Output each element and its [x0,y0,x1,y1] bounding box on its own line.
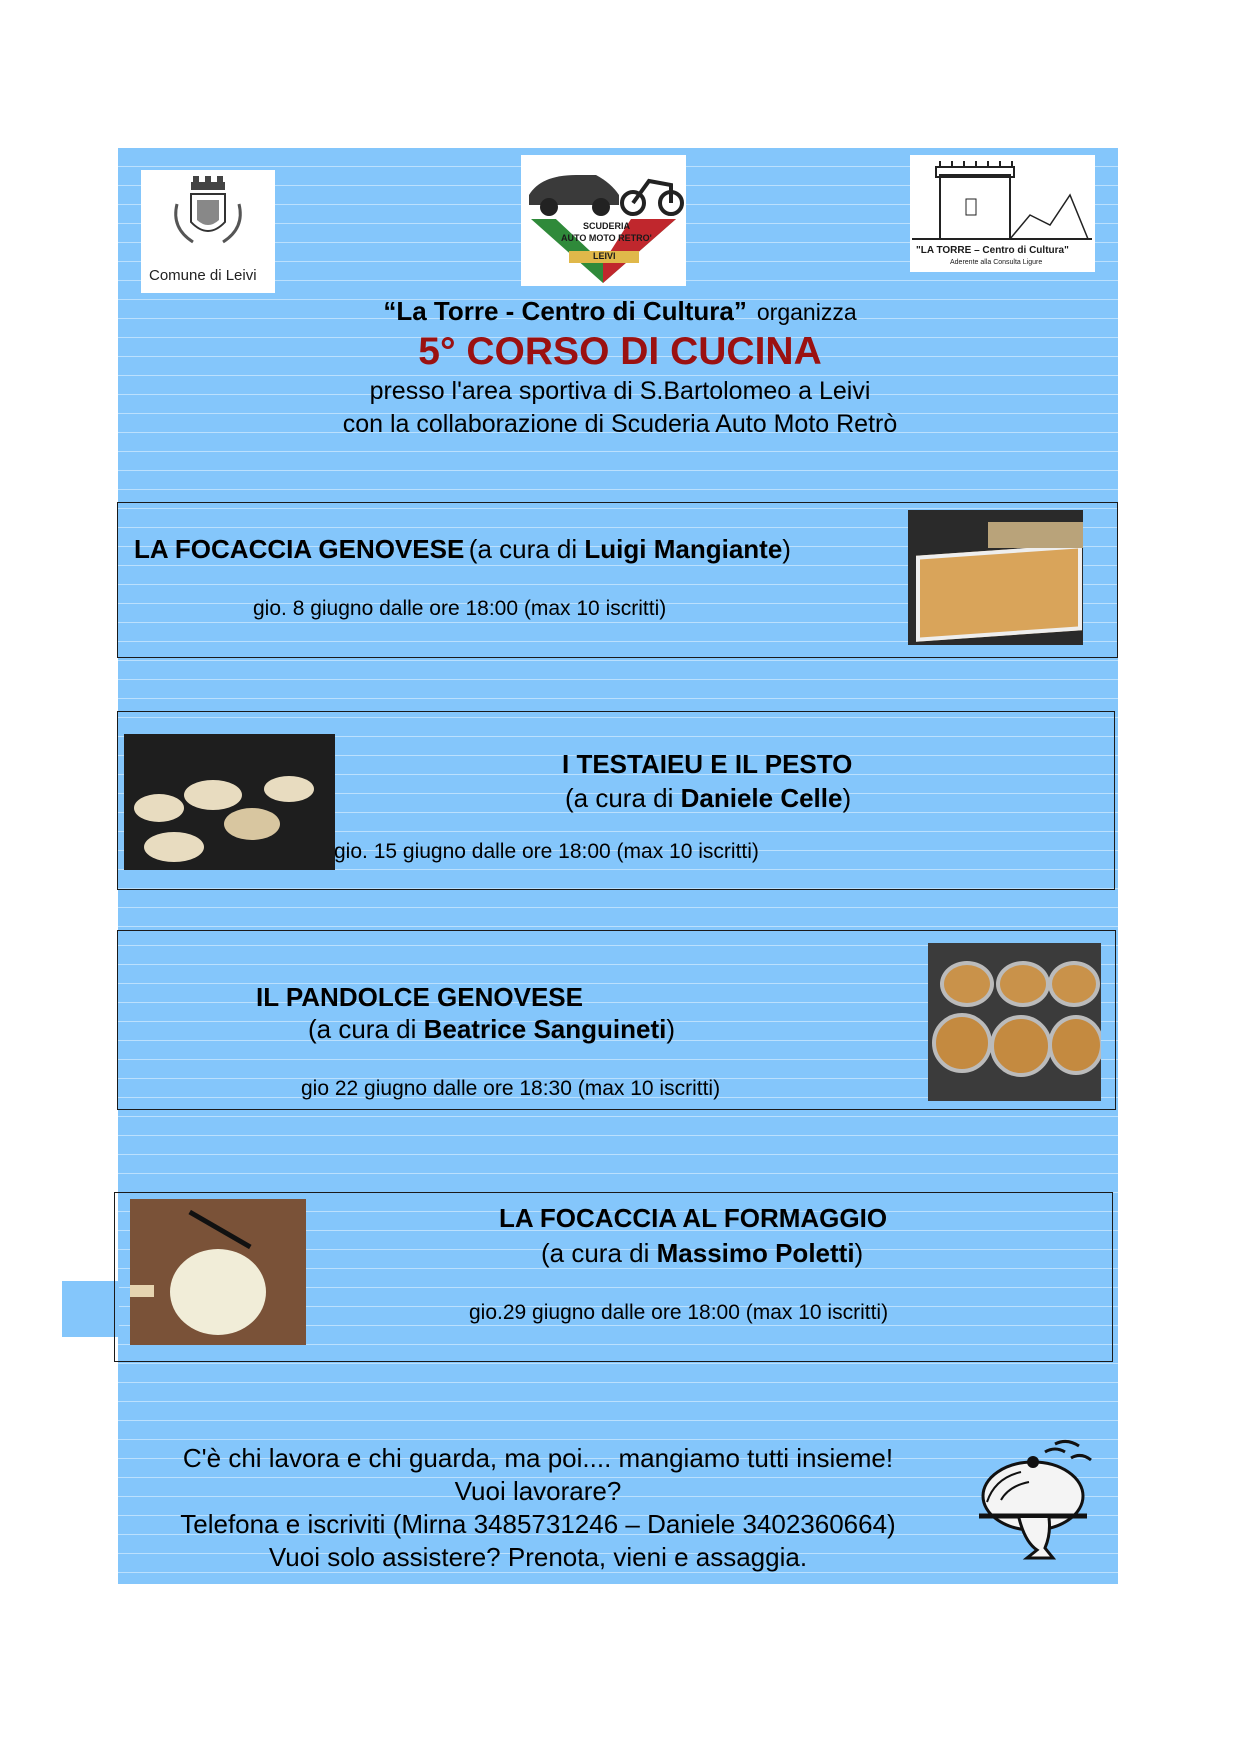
course-1-title: LA FOCACCIA GENOVESE [134,534,465,564]
course-2-curator-line: (a cura di Daniele Celle) [565,783,852,813]
course-3-title: IL PANDOLCE GENOVESE [256,982,583,1012]
course-1-curator: Luigi Mangiante [584,534,783,564]
footer-line-2: Vuoi lavorare? [454,1476,622,1506]
course-2-date: gio. 15 giugno dalle ore 18:00 (max 10 iscritti) [334,840,759,863]
footer-line-4: Vuoi solo assistere? Prenota, vieni e assaggia. [268,1542,808,1572]
location-line: presso l'area sportiva di S.Bartolomeo a Leivi [369,377,871,405]
footer-line-3: Telefona e iscriviti (Mirna 3485731246 – Daniele 3402360664) [180,1509,896,1539]
main-title: 5° CORSO DI CUCINA [418,330,822,373]
focaccia-genovese-photo [908,510,1083,645]
course-1-heading [134,534,791,565]
scuderia-logo-line1: SCUDERIA [583,221,631,231]
torre-logo-title: "LA TORRE – Centro di Cultura" [916,245,1069,256]
scuderia-logo-line3: LEIVI [593,251,616,261]
scuderia-logo [521,155,686,286]
focaccia-formaggio-photo [130,1199,306,1345]
course-2-title: I TESTAIEU E IL PESTO [562,749,853,779]
comune-logo-text: Comune di Leivi [149,267,257,284]
collaboration-line: con la collaborazione di Scuderia Auto Moto Retrò [342,410,898,438]
organizer-verb: organizza [756,299,857,325]
torre-logo-subtitle: Aderente alla Consulta Ligure [950,259,1043,266]
course-3-curator-line: (a cura di Beatrice Sanguineti) [308,1014,676,1044]
footer-line-1: C'è chi lavora e chi guarda, ma poi.... mangiamo tutti insieme! [182,1443,894,1473]
organizer-name: “La Torre - Centro di Cultura” [383,296,747,326]
course-3-curator: Beatrice Sanguineti [423,1014,667,1044]
side-tab-decoration [62,1281,119,1337]
course-4-title: LA FOCACCIA AL FORMAGGIO [499,1203,888,1233]
course-4-curator: Massimo Poletti [656,1238,855,1268]
comune-di-leivi-logo [141,170,275,293]
organizer-line [0,296,1240,327]
course-3-date: gio 22 giugno dalle ore 18:30 (max 10 iscritti) [301,1077,721,1100]
course-4-date: gio.29 giugno dalle ore 18:00 (max 10 iscritti) [469,1301,889,1324]
testaieu-photo [124,734,335,870]
course-2-curator: Daniele Celle [680,783,843,813]
scuderia-logo-line2: AUTO MOTO RETRO' [561,233,652,243]
course-1-date: gio. 8 giugno dalle ore 18:00 (max 10 iscritti) [253,597,667,620]
course-1-curator-line: (a cura di Luigi Mangiante) [468,534,791,564]
pandolce-photo [928,943,1101,1101]
course-4-curator-line: (a cura di Massimo Poletti) [541,1238,864,1268]
serving-cloche-icon [975,1438,1105,1568]
la-torre-logo [910,155,1095,272]
